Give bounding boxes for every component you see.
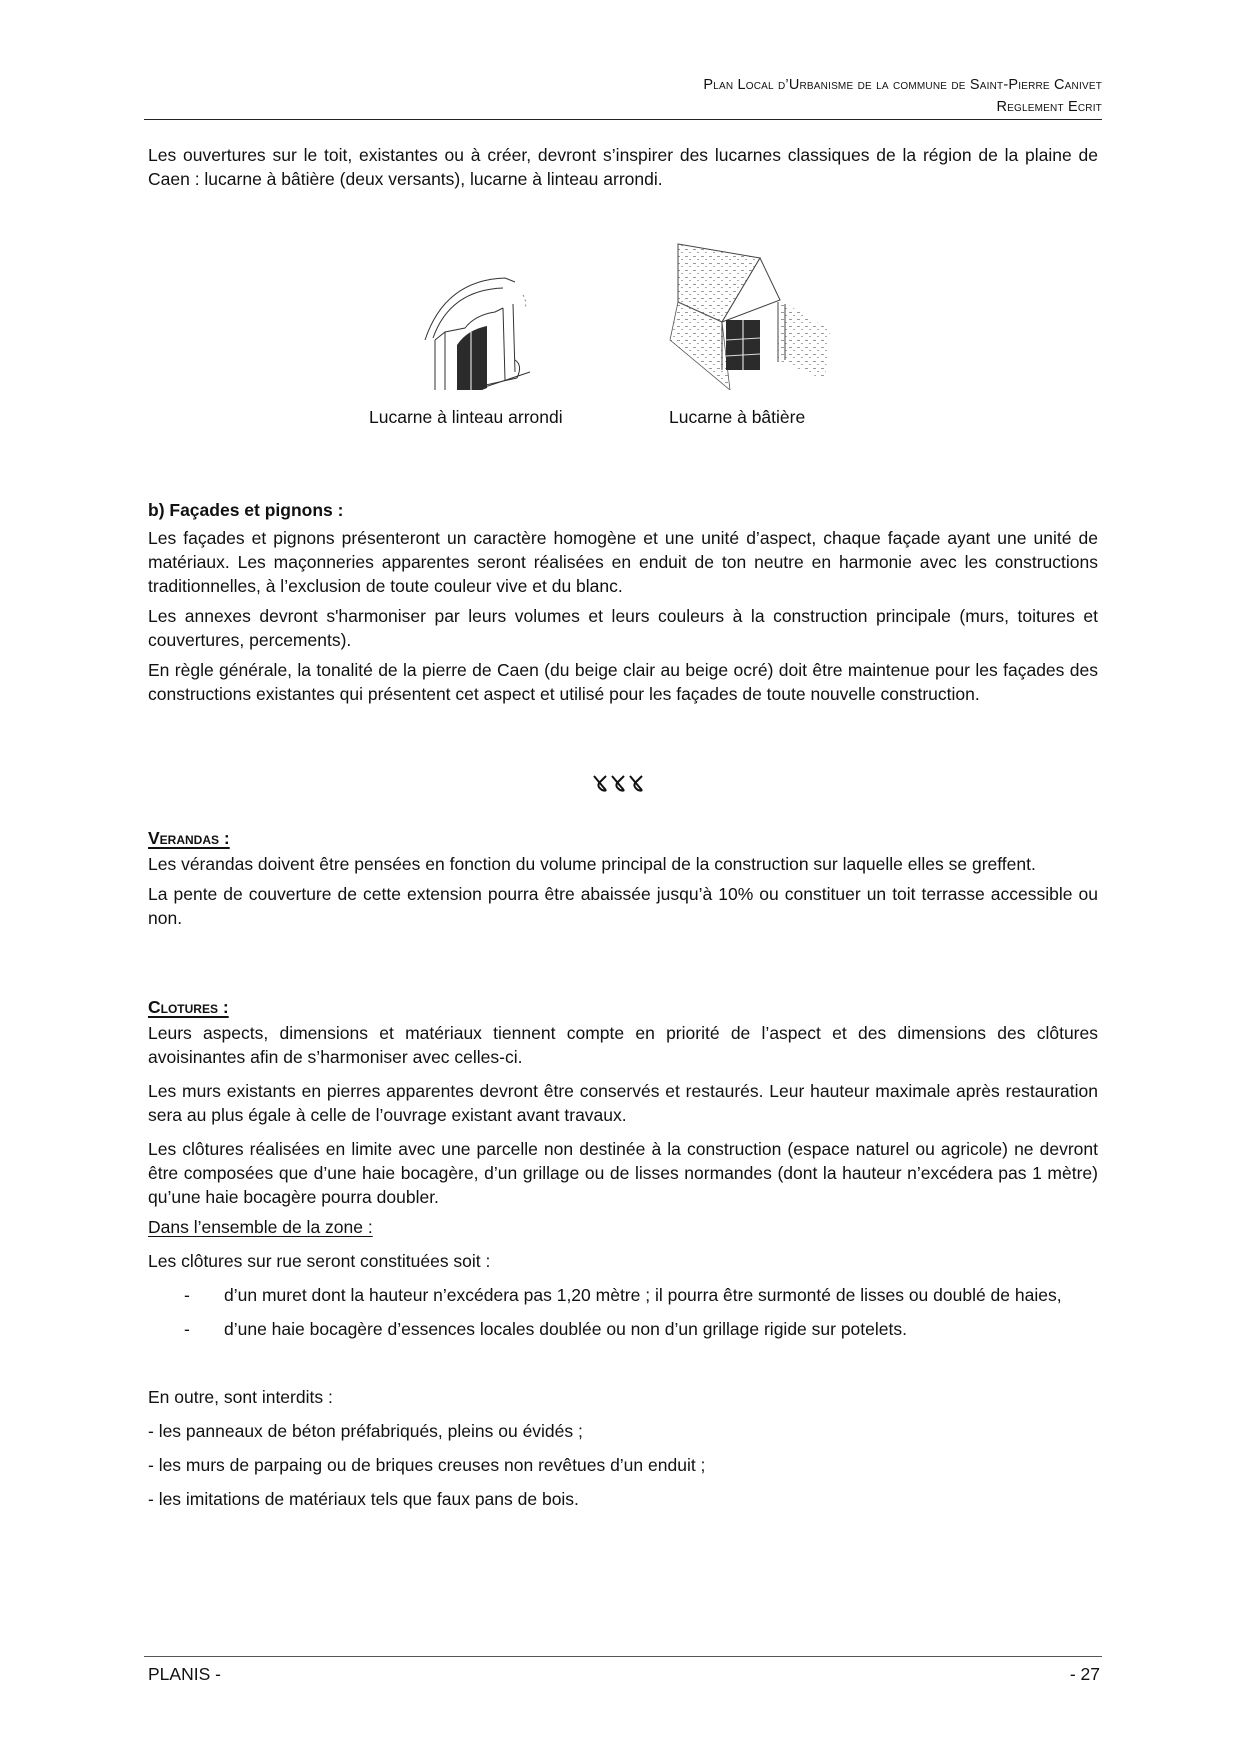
ornament-icon: [590, 772, 650, 794]
zone-heading: Dans l’ensemble de la zone :: [148, 1217, 373, 1237]
intro-paragraph: Les ouvertures sur le toit, existantes ou à créer, devront s’inspirer des lucarnes classiques de la région de la plaine de Caen : lucarne à bâtière (deux versants), lucarne à linteau arrondi.: [148, 145, 1098, 189]
dormer-gable-illustration: [660, 240, 840, 390]
ornament-separator: [0, 772, 1240, 800]
facades-paragraph: Les façades et pignons présenteront un caractère homogène et une unité d’aspect, chaque façade ayant une unité de matériaux. Les maçonneries apparentes seront réalisées en enduit de ton neutre en harmonie avec les constructions traditionnelles, à l’exclusion de toute couleur vive et du blanc.: [148, 528, 1098, 596]
forbidden-item: - les murs de parpaing ou de briques creuses non revêtues d’un enduit ;: [148, 1455, 706, 1475]
forbidden-item: - les panneaux de béton préfabriqués, pleins ou évidés ;: [148, 1421, 583, 1441]
page-header: [144, 74, 1102, 118]
list-item: [148, 1317, 1098, 1341]
facades-heading: b) Façades et pignons :: [148, 500, 344, 520]
street-fence-list: [148, 1283, 1098, 1341]
dormer-rounded-lintel-drawing: [405, 260, 555, 390]
clotures-paragraph: Les clôtures réalisées en limite avec une parcelle non destinée à la construction (espace naturel ou agricole) ne devront être composées que d’une haie bocagère, d’un grillage ou de lisses normandes (dont la hauteur n’excédera pas 1 mètre) qu’une haie bocagère pourra doubler.: [148, 1139, 1098, 1207]
list-item-text: d’un muret dont la hauteur n’excédera pas 1,20 mètre ; il pourra être surmonté de lisses ou doublé de haies,: [224, 1285, 1062, 1305]
dash-bullet: -: [184, 1285, 190, 1305]
street-intro: Les clôtures sur rue seront constituées soit :: [148, 1251, 491, 1271]
document-title: Plan Local d’Urbanisme de la commune de Saint-Pierre Canivet: [703, 77, 1102, 93]
verandas-paragraph: La pente de couverture de cette extension pourra être abaissée jusqu’à 10% ou constituer un toit terrasse accessible ou non.: [148, 884, 1098, 928]
figure-caption-gable: Lucarne à bâtière: [669, 407, 806, 427]
intro-section: [148, 143, 1098, 191]
clotures-paragraph: Les murs existants en pierres apparentes devront être conservés et restaurés. Leur hauteur maximale après restauration sera au plus égale à celle de l’ouvrage existant avant travaux.: [148, 1081, 1098, 1125]
clotures-section: [148, 995, 1098, 1511]
facades-paragraph: Les annexes devront s'harmoniser par leurs volumes et leurs couleurs à la construction principale (murs, toitures et couvertures, percements).: [148, 606, 1098, 650]
facades-paragraph: En règle générale, la tonalité de la pierre de Caen (du beige clair au beige ocré) doit être maintenue pour les façades des constructions existantes qui présentent cet aspect et utilisé pour les façades de toute nouvelle construction.: [148, 660, 1098, 704]
forbidden-intro: En outre, sont interdits :: [148, 1387, 333, 1407]
dormer-gable-drawing: [660, 240, 840, 390]
header-divider: [144, 119, 1102, 120]
footer-divider: [144, 1656, 1102, 1657]
clotures-paragraph: Leurs aspects, dimensions et matériaux tiennent compte en priorité de l’aspect et des dimensions des clôtures avoisinantes afin de s’harmoniser avec celles-ci.: [148, 1023, 1098, 1067]
list-item-text: d’une haie bocagère d’essences locales doublée ou non d’un grillage rigide sur potelets.: [224, 1319, 907, 1339]
footer-company: PLANIS -: [148, 1664, 221, 1684]
forbidden-item: - les imitations de matériaux tels que faux pans de bois.: [148, 1489, 579, 1509]
list-item: [148, 1283, 1098, 1307]
dormer-rounded-lintel-illustration: [405, 260, 555, 390]
dormer-figures: [0, 240, 1240, 440]
figure-caption-rounded-lintel: Lucarne à linteau arrondi: [369, 407, 563, 427]
verandas-heading: Verandas :: [148, 828, 230, 848]
facades-section: [148, 498, 1098, 706]
verandas-section: [148, 826, 1098, 930]
dash-bullet: -: [184, 1319, 190, 1339]
verandas-paragraph: Les vérandas doivent être pensées en fonction du volume principal de la construction sur laquelle elles se greffent.: [148, 854, 1036, 874]
clotures-heading: Clotures :: [148, 997, 229, 1017]
page-number: - 27: [1069, 1664, 1100, 1684]
document-subtitle: Reglement Ecrit: [996, 99, 1102, 115]
